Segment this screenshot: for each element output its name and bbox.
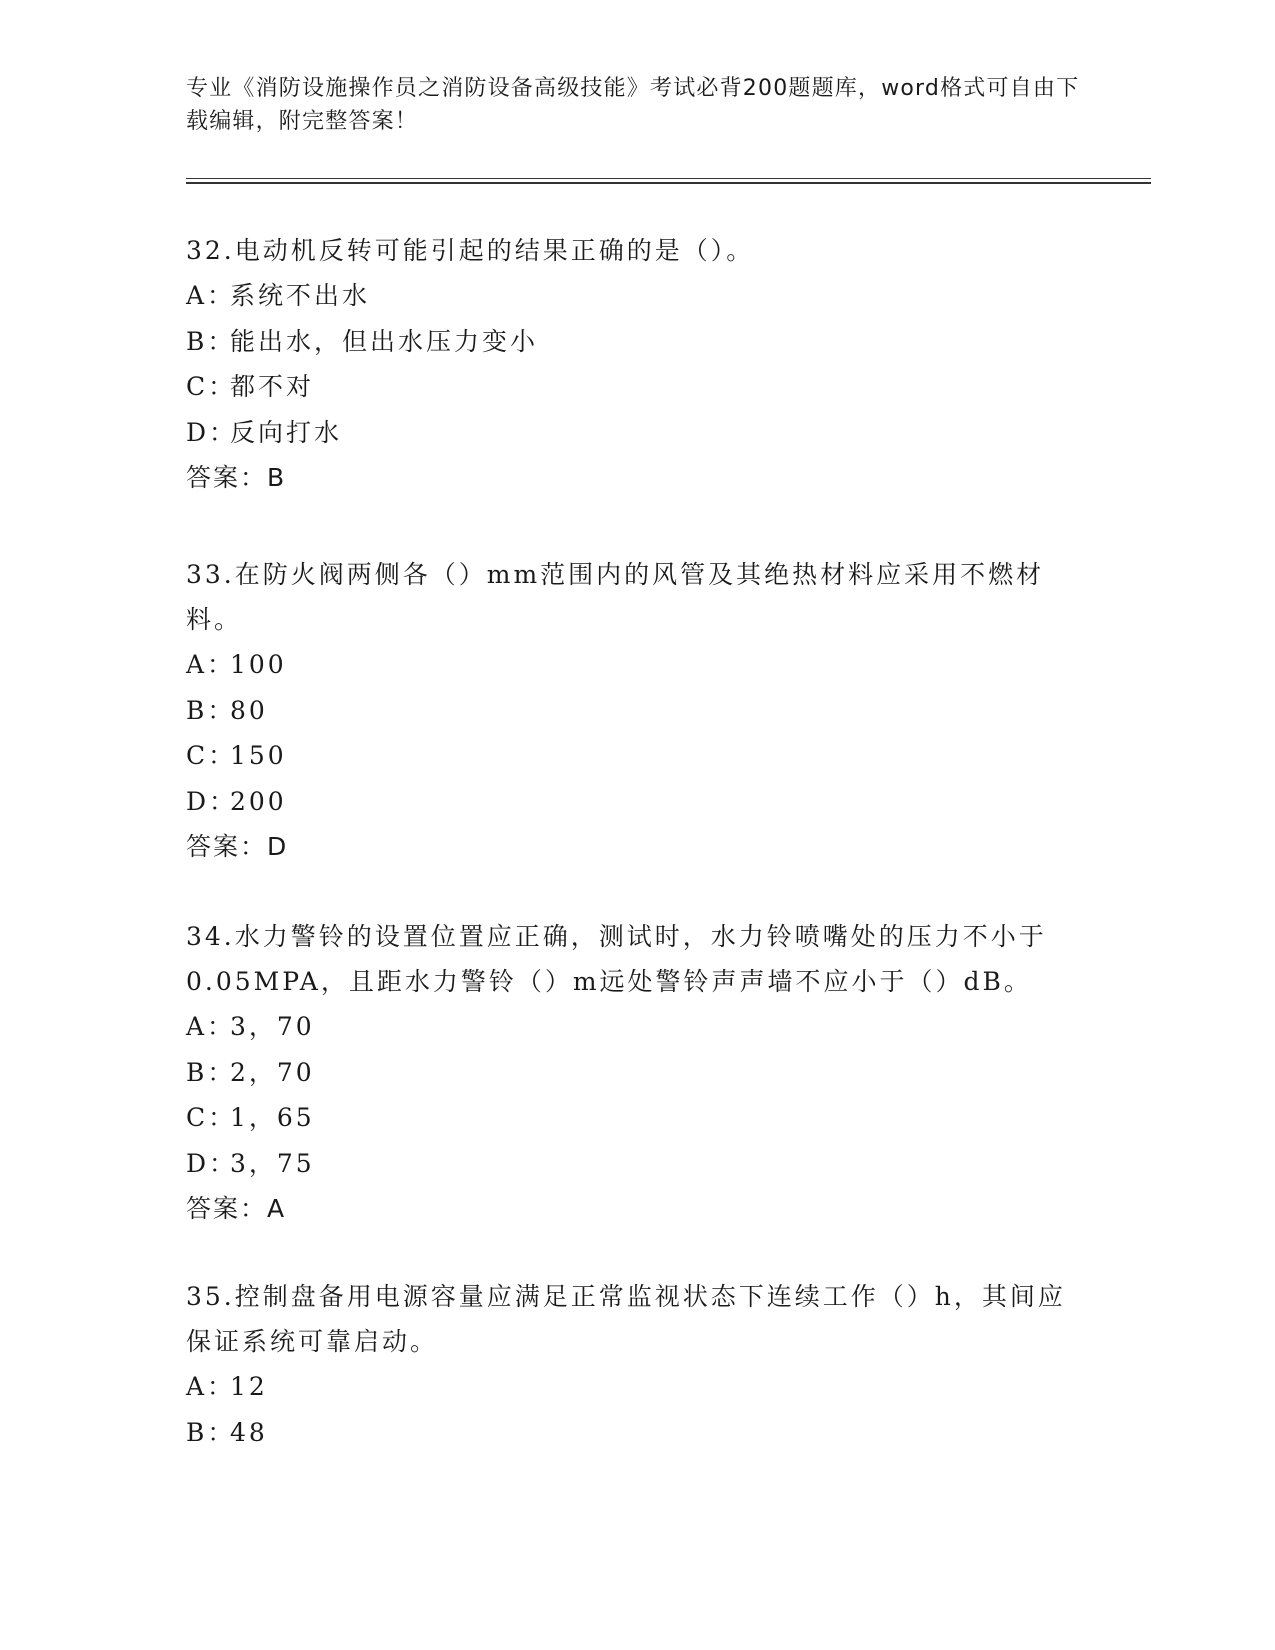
option-text: 都不对 [230,372,315,401]
option-b [186,1050,1086,1096]
answer-line: 答案：D [186,832,289,861]
option-key: A： [186,1012,236,1041]
option-key: A： [186,1372,236,1401]
answer-line: 答案：A [186,1194,287,1223]
option-text: 3，75 [230,1148,315,1178]
option-key: C： [186,1103,237,1132]
option-key: C： [186,372,237,401]
option-d [186,410,1086,456]
option-key: D： [186,1148,238,1178]
answer-line: 答案：B [186,463,287,492]
option-key: D： [186,417,238,447]
question-34 [186,914,1086,1231]
question-stem: 35.控制盘备用电源容量应满足正常监视状态下连续工作（）h，其间应保证系统可靠启动。 [186,1282,1066,1356]
option-a [186,1364,1086,1410]
option-key: B： [186,1057,236,1087]
option-key: C： [186,741,237,770]
option-b [186,319,1086,365]
option-key: D： [186,786,238,816]
question-stem: 34.水力警铃的设置位置应正确，测试时，水力铃喷嘴处的压力不小于0.05MPA，且距水力警铃（）m远处警铃声声墙不应小于（）dB。 [186,922,1047,996]
option-text: 反向打水 [230,417,343,447]
option-b [186,1410,1086,1456]
question-35 [186,1274,1086,1455]
option-d [186,1141,1086,1187]
question-stem: 32.电动机反转可能引起的结果正确的是（）。 [186,236,755,265]
option-c [186,733,1086,779]
option-text: 系统不出水 [230,281,371,310]
option-key: B： [186,695,236,725]
header-divider-bottom [186,182,1151,184]
option-a [186,1004,1086,1050]
option-text: 1，65 [230,1103,315,1132]
option-text: 12 [230,1372,268,1401]
option-key: B： [186,326,236,356]
option-key: A： [186,281,236,310]
option-text: 2，70 [230,1057,315,1087]
option-a [186,642,1086,688]
option-key: A： [186,650,236,679]
option-a [186,273,1086,319]
option-text: 100 [230,650,287,679]
option-c [186,364,1086,410]
option-text: 80 [230,695,268,725]
option-text: 150 [230,741,287,770]
option-key: B： [186,1417,236,1447]
option-c [186,1095,1086,1141]
document-header: 专业《消防设施操作员之消防设备高级技能》考试必背200题题库，word格式可自由下载编辑，附完整答案！ [186,76,1080,134]
option-text: 能出水，但出水压力变小 [230,326,539,356]
option-text: 3，70 [230,1012,315,1041]
option-d [186,779,1086,825]
header-divider-top [186,178,1151,179]
question-33 [186,552,1086,869]
option-b [186,688,1086,734]
option-text: 200 [230,786,287,816]
question-stem: 33.在防火阀两侧各（）mm范围内的风管及其绝热材料应采用不燃材料。 [186,560,1045,634]
question-32 [186,228,1086,500]
option-text: 48 [230,1417,268,1447]
